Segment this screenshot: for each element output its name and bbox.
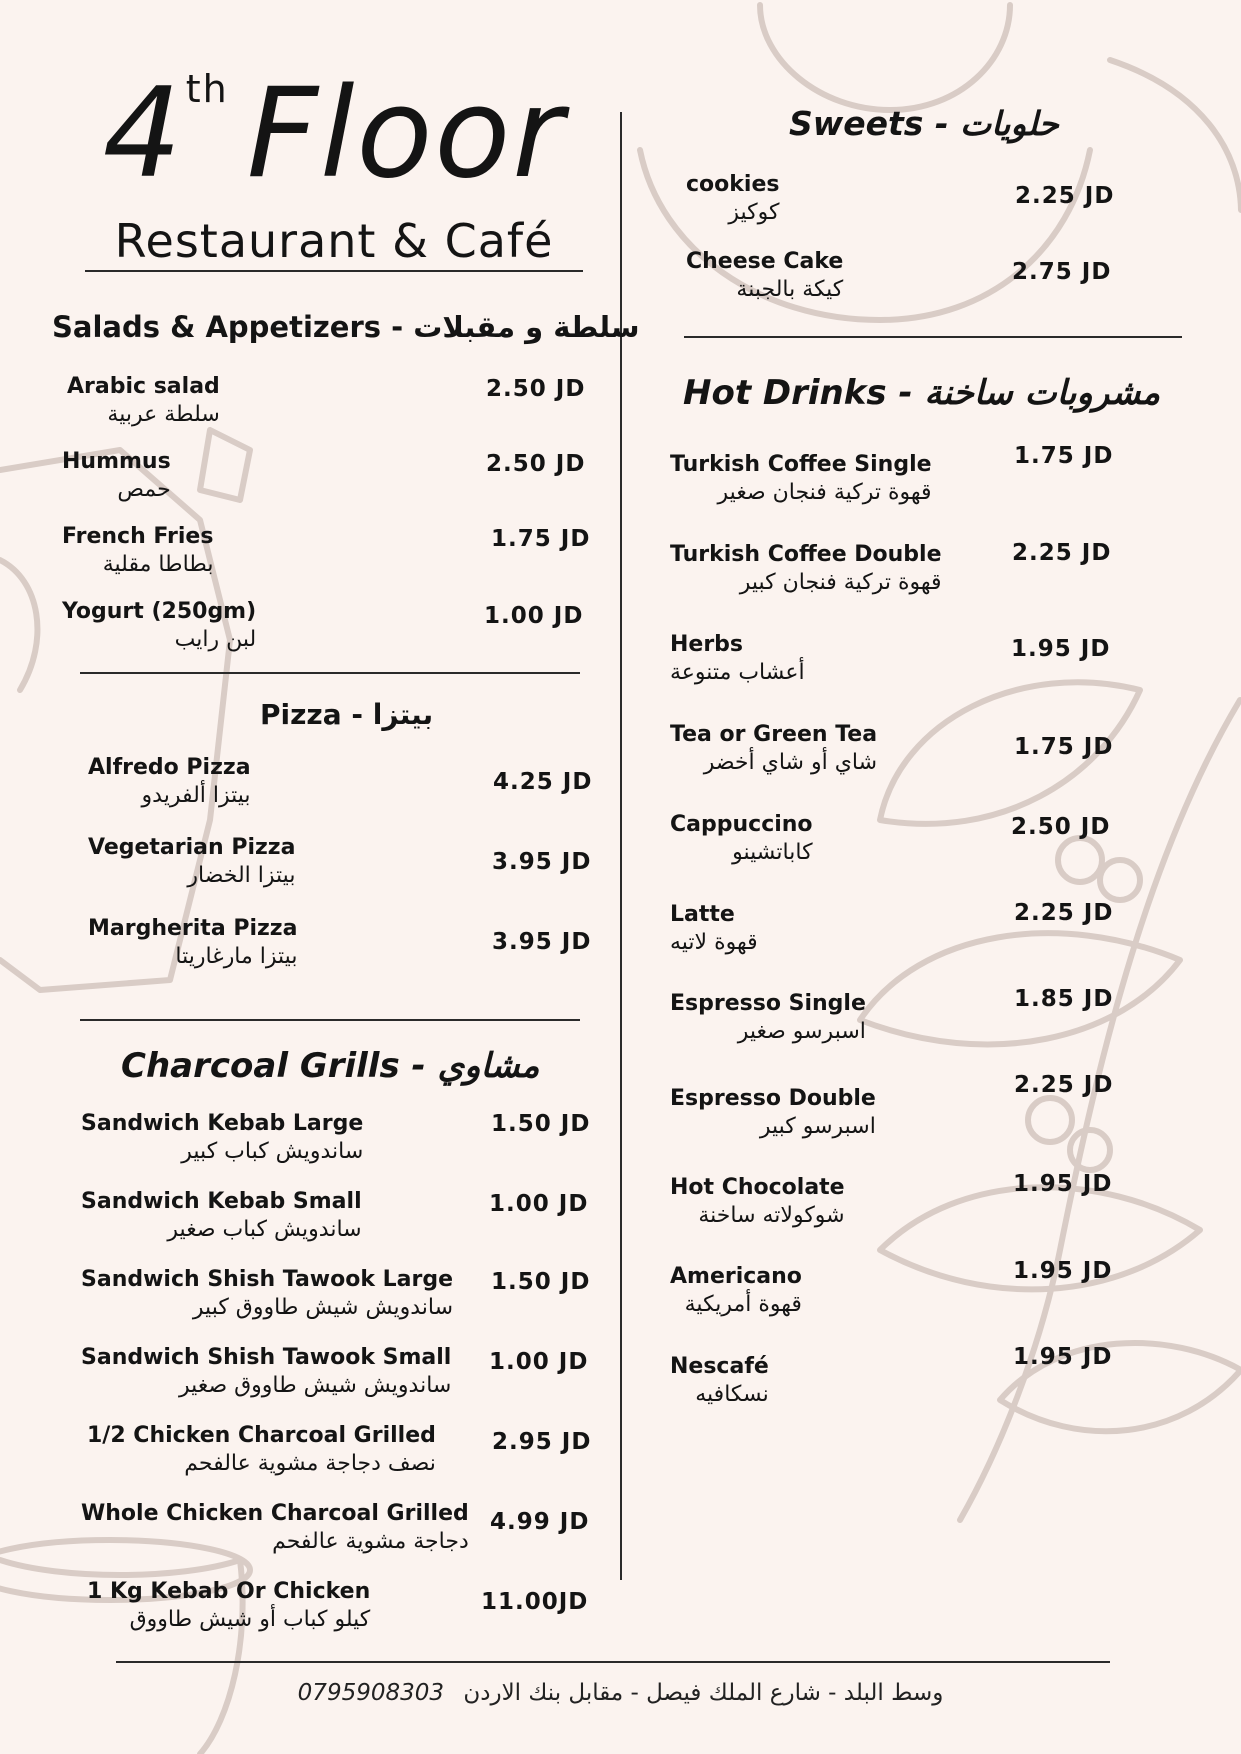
item-name-arabic: ساندويش شيش طاووق كبير (192, 1295, 454, 1320)
item-name: Yogurt (250gm) (62, 599, 257, 624)
item-name-arabic: نصف دجاجة مشوية عالفحم (184, 1451, 436, 1476)
menu-item (81, 1111, 363, 1175)
item-name: Latte (670, 902, 735, 927)
item-name-arabic: قهوة تركية فنجان صغير (717, 480, 932, 505)
item-price: 3.95 JD (492, 929, 592, 955)
item-name: Hummus (62, 449, 171, 474)
item-price: 2.50 JD (486, 451, 586, 477)
item-name: French Fries (62, 524, 214, 549)
item-name-arabic: قهوة تركية فنجان كبير (739, 570, 942, 595)
item-name: 1/2 Chicken Charcoal Grilled (87, 1423, 436, 1448)
item-price: 1.95 JD (1013, 1258, 1113, 1284)
menu-item (81, 1267, 453, 1331)
item-name: 1 Kg Kebab Or Chicken (87, 1579, 371, 1604)
item-price: 2.25 JD (1014, 900, 1114, 926)
menu-item (81, 1423, 436, 1487)
item-price: 2.50 JD (486, 376, 586, 402)
item-price: 2.75 JD (1012, 259, 1112, 285)
divider (684, 336, 1182, 338)
item-name-arabic: كيلو كباب أو شيش طاووق (129, 1607, 371, 1632)
menu-item (670, 722, 877, 786)
footer (100, 1680, 1141, 1706)
menu-item (670, 542, 942, 606)
phone-number: 0795908303 (297, 1680, 445, 1706)
item-name: Sandwich Kebab Small (81, 1189, 362, 1214)
coffee-cherry (1100, 860, 1140, 900)
coffee-cherry (1028, 1098, 1072, 1142)
item-name-arabic: حمص (117, 477, 171, 502)
menu-item (81, 1189, 362, 1253)
item-name-arabic: اسبرسو كبير (759, 1114, 876, 1139)
brand-subtitle: Restaurant & Café (114, 214, 554, 268)
item-price: 1.50 JD (491, 1269, 591, 1295)
item-name-arabic: دجاجة مشوية عالفحم (272, 1529, 469, 1554)
item-price: 1.95 JD (1013, 1171, 1113, 1197)
item-name: Tea or Green Tea (670, 722, 878, 747)
brand-title: 4th Floor (102, 62, 566, 206)
item-name-arabic: سلطة عربية (107, 402, 220, 427)
divider (80, 1019, 580, 1021)
menu-item (81, 1345, 451, 1409)
item-name: Arabic salad (67, 374, 220, 399)
coffee-pot-handle (0, 560, 37, 690)
item-name: Sandwich Shish Tawook Small (81, 1345, 452, 1370)
menu-item (670, 632, 805, 696)
item-name: Alfredo Pizza (88, 755, 251, 780)
menu-item (62, 449, 171, 513)
item-price: 1.75 JD (491, 526, 591, 552)
item-name: Herbs (670, 632, 744, 657)
item-price: 2.25 JD (1012, 540, 1112, 566)
item-name-arabic: بيتزا ألفريدو (141, 783, 251, 808)
item-price: 1.00 JD (489, 1191, 589, 1217)
menu-item (670, 452, 932, 516)
footer-divider (116, 1661, 1110, 1663)
item-name: Cappuccino (670, 812, 813, 837)
item-name: Whole Chicken Charcoal Grilled (81, 1501, 469, 1526)
menu-item (82, 835, 295, 899)
item-name: Cheese Cake (686, 249, 844, 274)
coffee-cherry (1058, 838, 1102, 882)
menu-item (670, 812, 813, 876)
item-name: Americano (670, 1264, 802, 1289)
menu-item (686, 172, 779, 236)
item-name-arabic: بيتزا مارغاريتا (175, 944, 298, 969)
item-price: 2.25 JD (1015, 183, 1115, 209)
cup-outline (1110, 60, 1241, 210)
item-price: 1.00 JD (484, 603, 584, 629)
item-name: Vegetarian Pizza (88, 835, 296, 860)
item-price: 1.95 JD (1013, 1344, 1113, 1370)
item-name-arabic: أعشاب متنوعة (670, 660, 805, 685)
section-title-pizza: Pizza - بيتزا (260, 698, 434, 731)
section-title-hot-drinks: Hot Drinks - مشروبات ساخنة (683, 373, 1161, 413)
item-name-arabic: ساندويش كباب صغير (167, 1217, 362, 1242)
coffee-cherry (1070, 1130, 1110, 1170)
item-name: Sandwich Shish Tawook Large (81, 1267, 454, 1292)
menu-item (686, 249, 843, 313)
menu-item (62, 599, 256, 663)
menu-item (82, 755, 251, 819)
item-price: 11.00JD (481, 1589, 589, 1615)
section-title-salads: Salads & Appetizers - سلطة و مقبلات (52, 310, 640, 344)
item-name-arabic: قهوة أمريكية (684, 1292, 802, 1317)
item-price: 4.25 JD (493, 769, 593, 795)
coffee-pot-lid (200, 430, 250, 500)
item-price: 1.00 JD (489, 1349, 589, 1375)
item-name-arabic: اسبرسو صغير (737, 1019, 866, 1044)
item-name-arabic: شوكولاته ساخنة (698, 1203, 845, 1228)
menu-item (81, 1501, 469, 1565)
menu-item (670, 1175, 845, 1239)
item-name: Espresso Single (670, 991, 866, 1016)
item-price: 2.25 JD (1014, 1072, 1114, 1098)
item-price: 2.50 JD (1011, 814, 1111, 840)
item-price: 1.50 JD (491, 1111, 591, 1137)
item-name-arabic: بيتزا الخضار (187, 863, 296, 888)
menu-item (670, 991, 866, 1055)
item-price: 3.95 JD (492, 849, 592, 875)
item-price: 1.75 JD (1014, 734, 1114, 760)
item-name-arabic: قهوة لاتيه (670, 930, 758, 955)
menu-item (670, 1264, 802, 1328)
item-name: Hot Chocolate (670, 1175, 845, 1200)
section-title-sweets: Sweets - حلويات (789, 104, 1059, 143)
divider (80, 672, 580, 674)
item-name-arabic: بطاطا مقلية (102, 552, 214, 577)
item-name: Nescafé (670, 1354, 769, 1379)
item-name-arabic: ساندويش كباب كبير (181, 1139, 364, 1164)
item-name-arabic: ساندويش شيش طاووق صغير (179, 1373, 452, 1398)
divider (85, 270, 583, 272)
item-price: 2.95 JD (492, 1429, 592, 1455)
menu-item (67, 374, 220, 438)
item-price: 1.85 JD (1014, 986, 1114, 1012)
item-price: 1.75 JD (1014, 443, 1114, 469)
address: وسط البلد - شارع الملك فيصل - مقابل بنك الاردن (463, 1680, 944, 1706)
item-price: 4.99 JD (490, 1509, 590, 1535)
item-name-arabic: كيكة بالجبنة (736, 277, 844, 302)
item-name-arabic: شاي أو شاي أخضر (703, 750, 878, 775)
menu-item (670, 902, 758, 966)
coffee-bean-outline (760, 5, 1010, 110)
item-price: 1.95 JD (1011, 636, 1111, 662)
section-title-grills: Charcoal Grills - مشاوي (121, 1046, 540, 1086)
item-name-arabic: كاباتشينو (732, 840, 813, 865)
item-name: Turkish Coffee Single (670, 452, 932, 477)
menu-item (82, 916, 297, 980)
brand-logo (84, 62, 584, 268)
item-name-arabic: لبن رايب (174, 627, 257, 652)
item-name: Sandwich Kebab Large (81, 1111, 364, 1136)
item-name: Margherita Pizza (88, 916, 298, 941)
menu-item (670, 1086, 876, 1150)
menu-item (62, 524, 213, 588)
item-name-arabic: كوكيز (728, 200, 780, 225)
menu-item (670, 1354, 769, 1418)
menu-item (81, 1579, 370, 1643)
item-name: Espresso Double (670, 1086, 876, 1111)
item-name-arabic: نسكافيه (695, 1382, 769, 1407)
item-name: cookies (686, 172, 780, 197)
item-name: Turkish Coffee Double (670, 542, 942, 567)
